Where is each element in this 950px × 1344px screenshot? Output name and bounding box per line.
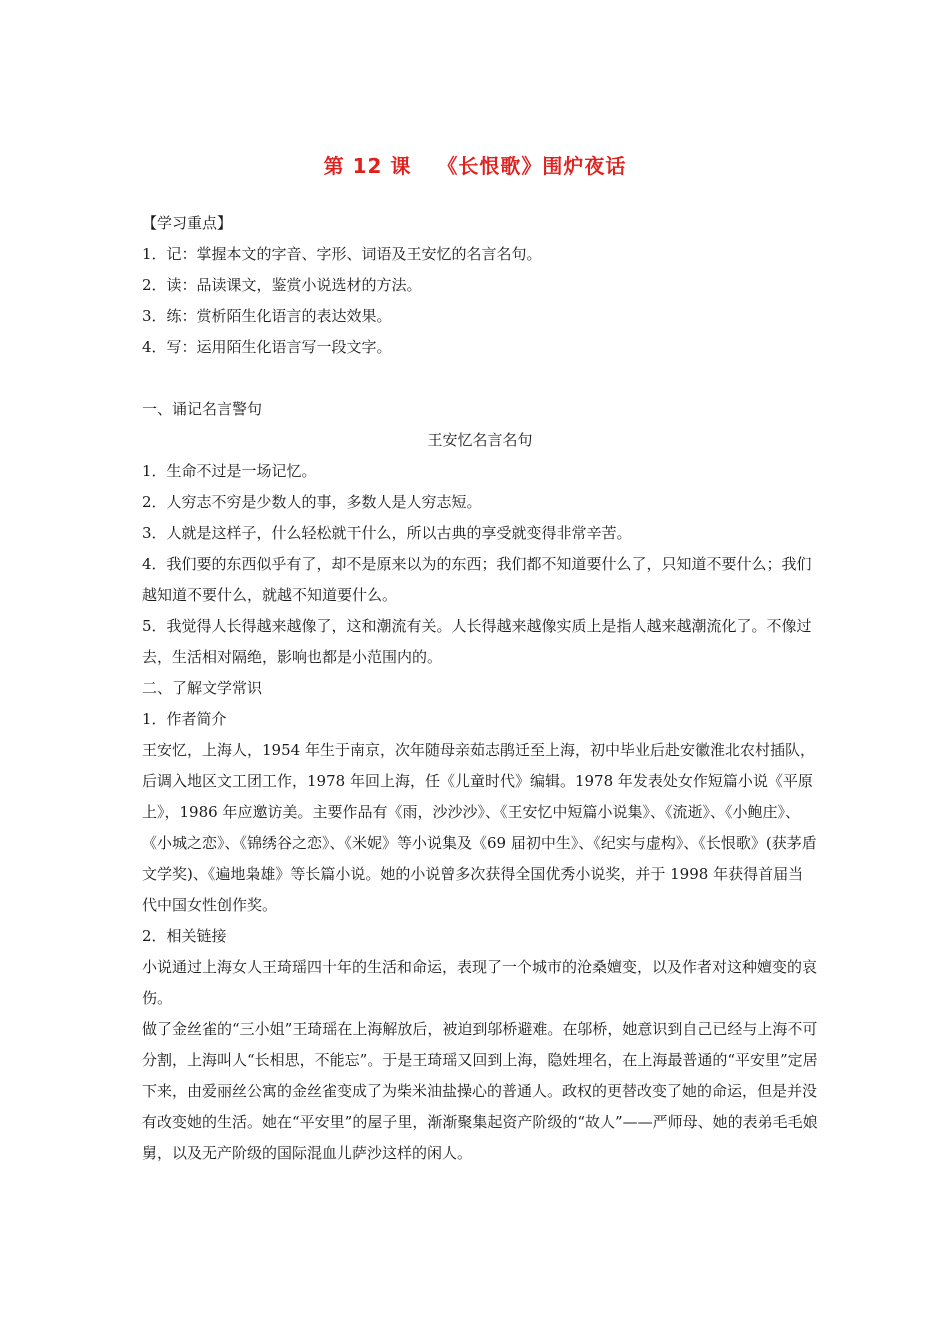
quote-item: 1．生命不过是一场记忆。 bbox=[142, 462, 317, 480]
key-point-item: 3．练：赏析陌生化语言的表达效果。 bbox=[142, 307, 392, 325]
quote-item: 3．人就是这样子，什么轻松就干什么，所以古典的享受就变得非常辛苦。 bbox=[142, 524, 632, 542]
quotes-subtitle: 王安忆名言名句 bbox=[427, 431, 533, 449]
quote-item: 4．我们要的东西似乎有了，却不是原来以为的东西；我们都不知道要什么了，只知道不要什么；我们越知道不要什么，就越不知道要什么。 bbox=[142, 555, 812, 604]
key-point-item: 2．读：品读课文，鉴赏小说选材的方法。 bbox=[142, 276, 422, 294]
key-point-item: 4．写：运用陌生化语言写一段文字。 bbox=[142, 338, 392, 356]
page-title bbox=[0, 150, 950, 179]
lesson-name: 《长恨歌》围炉夜话 bbox=[437, 154, 627, 178]
paragraph: 小说通过上海女人王琦瑶四十年的生活和命运，表现了一个城市的沧桑嬗变，以及作者对这种嬗变的哀伤。 bbox=[142, 958, 818, 1007]
section-heading: 二、了解文学常识 bbox=[142, 679, 263, 697]
key-points-heading: 【学习重点】 bbox=[142, 214, 233, 232]
section-heading: 一、诵记名言警句 bbox=[142, 400, 263, 418]
quote-item: 5．我觉得人长得越来越像了，这和潮流有关。人长得越来越像实质上是指人越来越潮流化了。不像过去，生活相对隔绝，影响也都是小范围内的。 bbox=[142, 617, 812, 666]
lesson-number: 第 12 课 bbox=[323, 154, 412, 178]
subsection-heading: 1．作者简介 bbox=[142, 710, 227, 728]
quote-item: 2．人穷志不穷是少数人的事，多数人是人穷志短。 bbox=[142, 493, 482, 511]
spacer bbox=[142, 363, 818, 394]
document-body bbox=[142, 208, 818, 1169]
subsection-heading: 2．相关链接 bbox=[142, 927, 227, 945]
paragraph: 做了金丝雀的“三小姐”王琦瑶在上海解放后，被迫到邬桥避难。在邬桥，她意识到自己已经与上海不可分割，上海叫人“长相思，不能忘”。于是王琦瑶又回到上海，隐姓埋名，在上海最普通的“平安里”定居下来，由爱丽丝公寓的金丝雀变成了为柴米油盐操心的普通人。政权的更替改变了她的命运，但是并没有改变她的生活。她在“平安里”的屋子里，渐渐聚集起资产阶级的“故人”——严师母、她的表弟毛毛娘舅，以及无产阶级的国际混血儿萨沙这样的闲人。 bbox=[142, 1020, 818, 1162]
key-point-item: 1．记：掌握本文的字音、字形、词语及王安忆的名言名句。 bbox=[142, 245, 542, 263]
author-bio: 王安忆，上海人，1954 年生于南京，次年随母亲茹志鹃迁至上海，初中毕业后赴安徽淮北农村插队，后调入地区文工团工作，1978 年回上海，任《儿童时代》编辑。1978 年发表处女作短篇小说《平原上》，1986 年应邀访美。主要作品有《雨，沙沙沙》、《王安忆中短篇小说集》、《流逝》、《小鲍庄》、《小城之恋》、《锦绣谷之恋》、《米妮》等小说集及《69 届初中生》、《纪实与虚构》、《长恨歌》(获茅盾文学奖)、《遍地枭雄》等长篇小说。她的小说曾多次获得全国优秀小说奖，并于 1998 年获得首届当代中国女性创作奖。 bbox=[142, 741, 817, 914]
